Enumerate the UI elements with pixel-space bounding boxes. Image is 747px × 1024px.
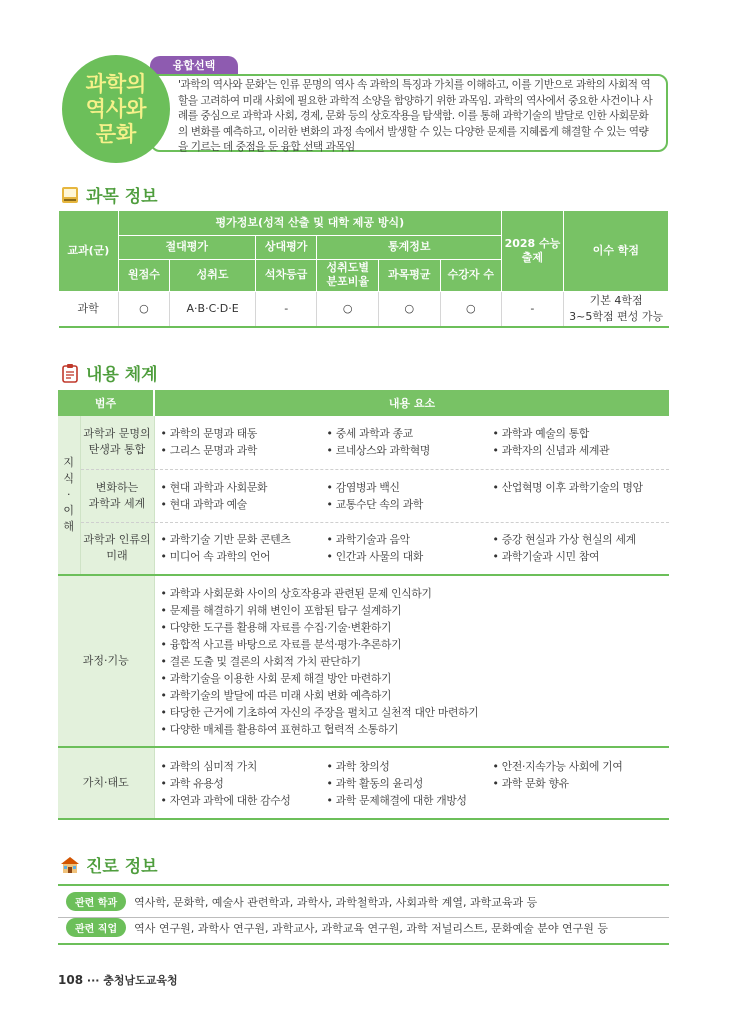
book-icon: [60, 185, 80, 205]
knowledge-char: 지: [63, 456, 75, 469]
header-raw: 원점수: [118, 259, 170, 291]
list-item: • 과학과 사회문화 사이의 상호작용과 관련된 문제 인식하기: [161, 585, 664, 602]
header-relative: 상대평가: [255, 235, 317, 259]
related-majors-row: [58, 884, 669, 918]
related-jobs-text: 역사 연구원, 과학사 연구원, 과학교사, 과학교육 연구원, 과학 저널리스트, 문화예술 분야 연구원 등: [134, 921, 608, 935]
related-jobs-label: 관련 직업: [66, 918, 126, 937]
table-row: [58, 522, 669, 575]
list-item: • 과학 문제해결에 대한 개방성: [327, 792, 493, 809]
description-text: '과학의 역사와 문화'는 인류 문명의 역사 속 과학의 특징과 가치를 이해하고, 이를 기반으로 과학의 사회적 역할을 고려하여 미래 사회에 필요한 과학적 소양을 함양하기 위한 과목임. 과학의 역사에서 중요한 사건이나 사례를 중심으로 과학과 사회, 경제, 문화 등의 상호작용을 탐색함. 이를 통해 과학기술의 발달로 인한 사회문화의 변화를 예측하고, 이러한 변화의 과정 속에서 발생할 수 있는 다양한 문제를 지혜롭게 해결할 수 있는 역량을 기르는 데 중점을 둔 융합 선택 과목임: [178, 79, 653, 153]
subcategory-line: 변화하는: [95, 480, 139, 494]
list-item: • 과학기술과 시민 참여: [493, 548, 659, 565]
list-item: • 문제를 해결하기 위해 변인이 포함된 탐구 설계하기: [161, 602, 664, 619]
subject-title-circle: [62, 55, 170, 163]
content-system-title: 내용 체계: [86, 365, 158, 385]
knowledge-subcategory: [80, 416, 154, 469]
course-info-heading: [60, 182, 158, 207]
cell-achievement: A·B·C·D·E: [170, 291, 256, 327]
list-item: • 자연과 과학에 대한 감수성: [161, 792, 327, 809]
header-students: 수강자 수: [440, 259, 502, 291]
subject-title-line: 과학의: [85, 71, 147, 96]
subject-title-line: 역사와: [85, 96, 147, 121]
table-row: [58, 575, 669, 747]
list-item: • 과학기술과 음악: [327, 531, 493, 548]
process-elements: [154, 575, 669, 747]
header-mean: 과목평균: [378, 259, 440, 291]
list-item: • 그리스 문명과 과학: [161, 442, 327, 459]
list-item: • 미디어 속 과학의 언어: [161, 548, 327, 565]
content-system-heading: [60, 360, 158, 385]
list-item: • 현대 과학과 예술: [161, 496, 327, 513]
cell-raw: ○: [118, 291, 170, 327]
list-item: • 중세 과학과 종교: [327, 425, 493, 442]
page-number: 108: [58, 973, 84, 987]
header-elements: 내용 요소: [154, 390, 669, 416]
subcategory-line: 과학과 세계: [88, 496, 146, 510]
list-item: • 결론 도출 및 결론의 사회적 가치 판단하기: [161, 653, 664, 670]
list-item: • 인간과 사물의 대화: [327, 548, 493, 565]
list-item: • 과학과 예술의 통합: [493, 425, 659, 442]
header-achievement: 성취도: [170, 259, 256, 291]
cell-rank: -: [255, 291, 317, 327]
list-item: • 현대 과학과 사회문화: [161, 479, 327, 496]
school-icon: [60, 855, 80, 875]
header-distribution: 성취도별 분포비율: [317, 259, 379, 291]
list-item: • 다양한 매체를 활용하여 표현하고 협력적 소통하기: [161, 721, 664, 738]
knowledge-char: 해: [63, 520, 75, 533]
content-elements: [154, 522, 669, 575]
list-item: • 과학자의 신념과 세계관: [493, 442, 659, 459]
cell-students: ○: [440, 291, 502, 327]
elective-badge: 융합선택: [150, 56, 238, 76]
related-majors-label: 관련 학과: [66, 892, 126, 911]
cell-csat: -: [502, 291, 564, 327]
list-item: • 감염병과 백신: [327, 479, 493, 496]
content-elements: [154, 416, 669, 469]
related-jobs-row: [58, 918, 669, 945]
table-row: [58, 469, 669, 522]
subcategory-line: 미래: [106, 549, 128, 563]
list-item: • 과학기술 기반 문화 콘텐츠: [161, 531, 327, 548]
values-category: 가치·태도: [58, 747, 154, 819]
content-system-table: [58, 390, 669, 820]
list-item: • 과학 문화 향유: [493, 775, 659, 792]
list-item: • 융합적 사고를 바탕으로 자료를 분석·평가·추론하기: [161, 636, 664, 653]
footer-organization: 충청남도교육청: [103, 974, 178, 987]
list-item: • 과학 유용성: [161, 775, 327, 792]
cell-group: 과학: [59, 291, 119, 327]
list-item: • 증강 현실과 가상 현실의 세계: [493, 531, 659, 548]
table-row: [58, 747, 669, 819]
list-item: • 안전·지속가능 사회에 기여: [493, 758, 659, 775]
credits-basic: 기본 4학점: [589, 293, 643, 307]
knowledge-subcategory: [80, 522, 154, 575]
cell-credits: [563, 291, 668, 327]
list-item: • 과학기술을 이용한 사회 문제 해결 방안 마련하기: [161, 670, 664, 687]
subcategory-line: 과학과 인류의: [83, 533, 151, 547]
header-stats: 통계정보: [317, 235, 502, 259]
career-title: 진로 정보: [86, 857, 158, 877]
knowledge-char: ·: [67, 488, 71, 501]
header-rank: 석차등급: [255, 259, 317, 291]
knowledge-char: 식: [63, 472, 75, 485]
subject-description: [150, 74, 668, 152]
list-item: • 르네상스와 과학혁명: [327, 442, 493, 459]
list-item: • 교통수단 속의 과학: [327, 496, 493, 513]
course-info-table: [58, 211, 669, 328]
list-item: • 다양한 도구를 활용해 자료를 수집·기술·변환하기: [161, 619, 664, 636]
subcategory-line: 탄생과 통합: [88, 443, 146, 457]
header-credits: 이수 학점: [563, 211, 668, 291]
list-item: • 타당한 근거에 기초하여 자신의 주장을 펼치고 실천적 대안 마련하기: [161, 704, 664, 721]
values-elements: [154, 747, 669, 819]
related-majors-text: 역사학, 문화학, 예술사 관련학과, 과학사, 과학철학과, 사회과학 계열, 과학교육과 등: [134, 895, 538, 909]
footer-separator: ···: [86, 974, 100, 987]
table-row: [58, 416, 669, 469]
list-item: • 과학 활동의 윤리성: [327, 775, 493, 792]
list-item: • 과학 창의성: [327, 758, 493, 775]
knowledge-char: 이: [63, 504, 75, 517]
cell-mean: ○: [378, 291, 440, 327]
list-item: • 과학의 심미적 가치: [161, 758, 327, 775]
credits-range: 3~5학점 편성 가능: [569, 309, 664, 323]
list-item: • 과학의 문명과 태동: [161, 425, 327, 442]
course-info-title: 과목 정보: [86, 187, 158, 207]
process-category: 과정·기능: [58, 575, 154, 747]
list-item: • 산업혁명 이후 과학기술의 명암: [493, 479, 659, 496]
header-csat: 2028 수능 출제: [502, 211, 564, 291]
page-footer: [58, 972, 178, 988]
career-heading: [60, 852, 158, 877]
header-category: 범주: [58, 390, 154, 416]
cell-distribution: ○: [317, 291, 379, 327]
subcategory-line: 과학과 문명의: [83, 427, 151, 441]
header-group: 교과(군): [59, 211, 119, 291]
header-evaluation: 평가정보(성적 산출 및 대학 제공 방식): [118, 211, 501, 235]
table-row: [59, 291, 669, 327]
knowledge-subcategory: [80, 469, 154, 522]
content-elements: [154, 469, 669, 522]
list-item: • 과학기술의 발달에 따른 미래 사회 변화 예측하기: [161, 687, 664, 704]
subject-title-line: 문화: [95, 121, 137, 146]
clipboard-icon: [60, 363, 80, 383]
knowledge-category: [58, 416, 80, 575]
header-absolute: 절대평가: [118, 235, 255, 259]
